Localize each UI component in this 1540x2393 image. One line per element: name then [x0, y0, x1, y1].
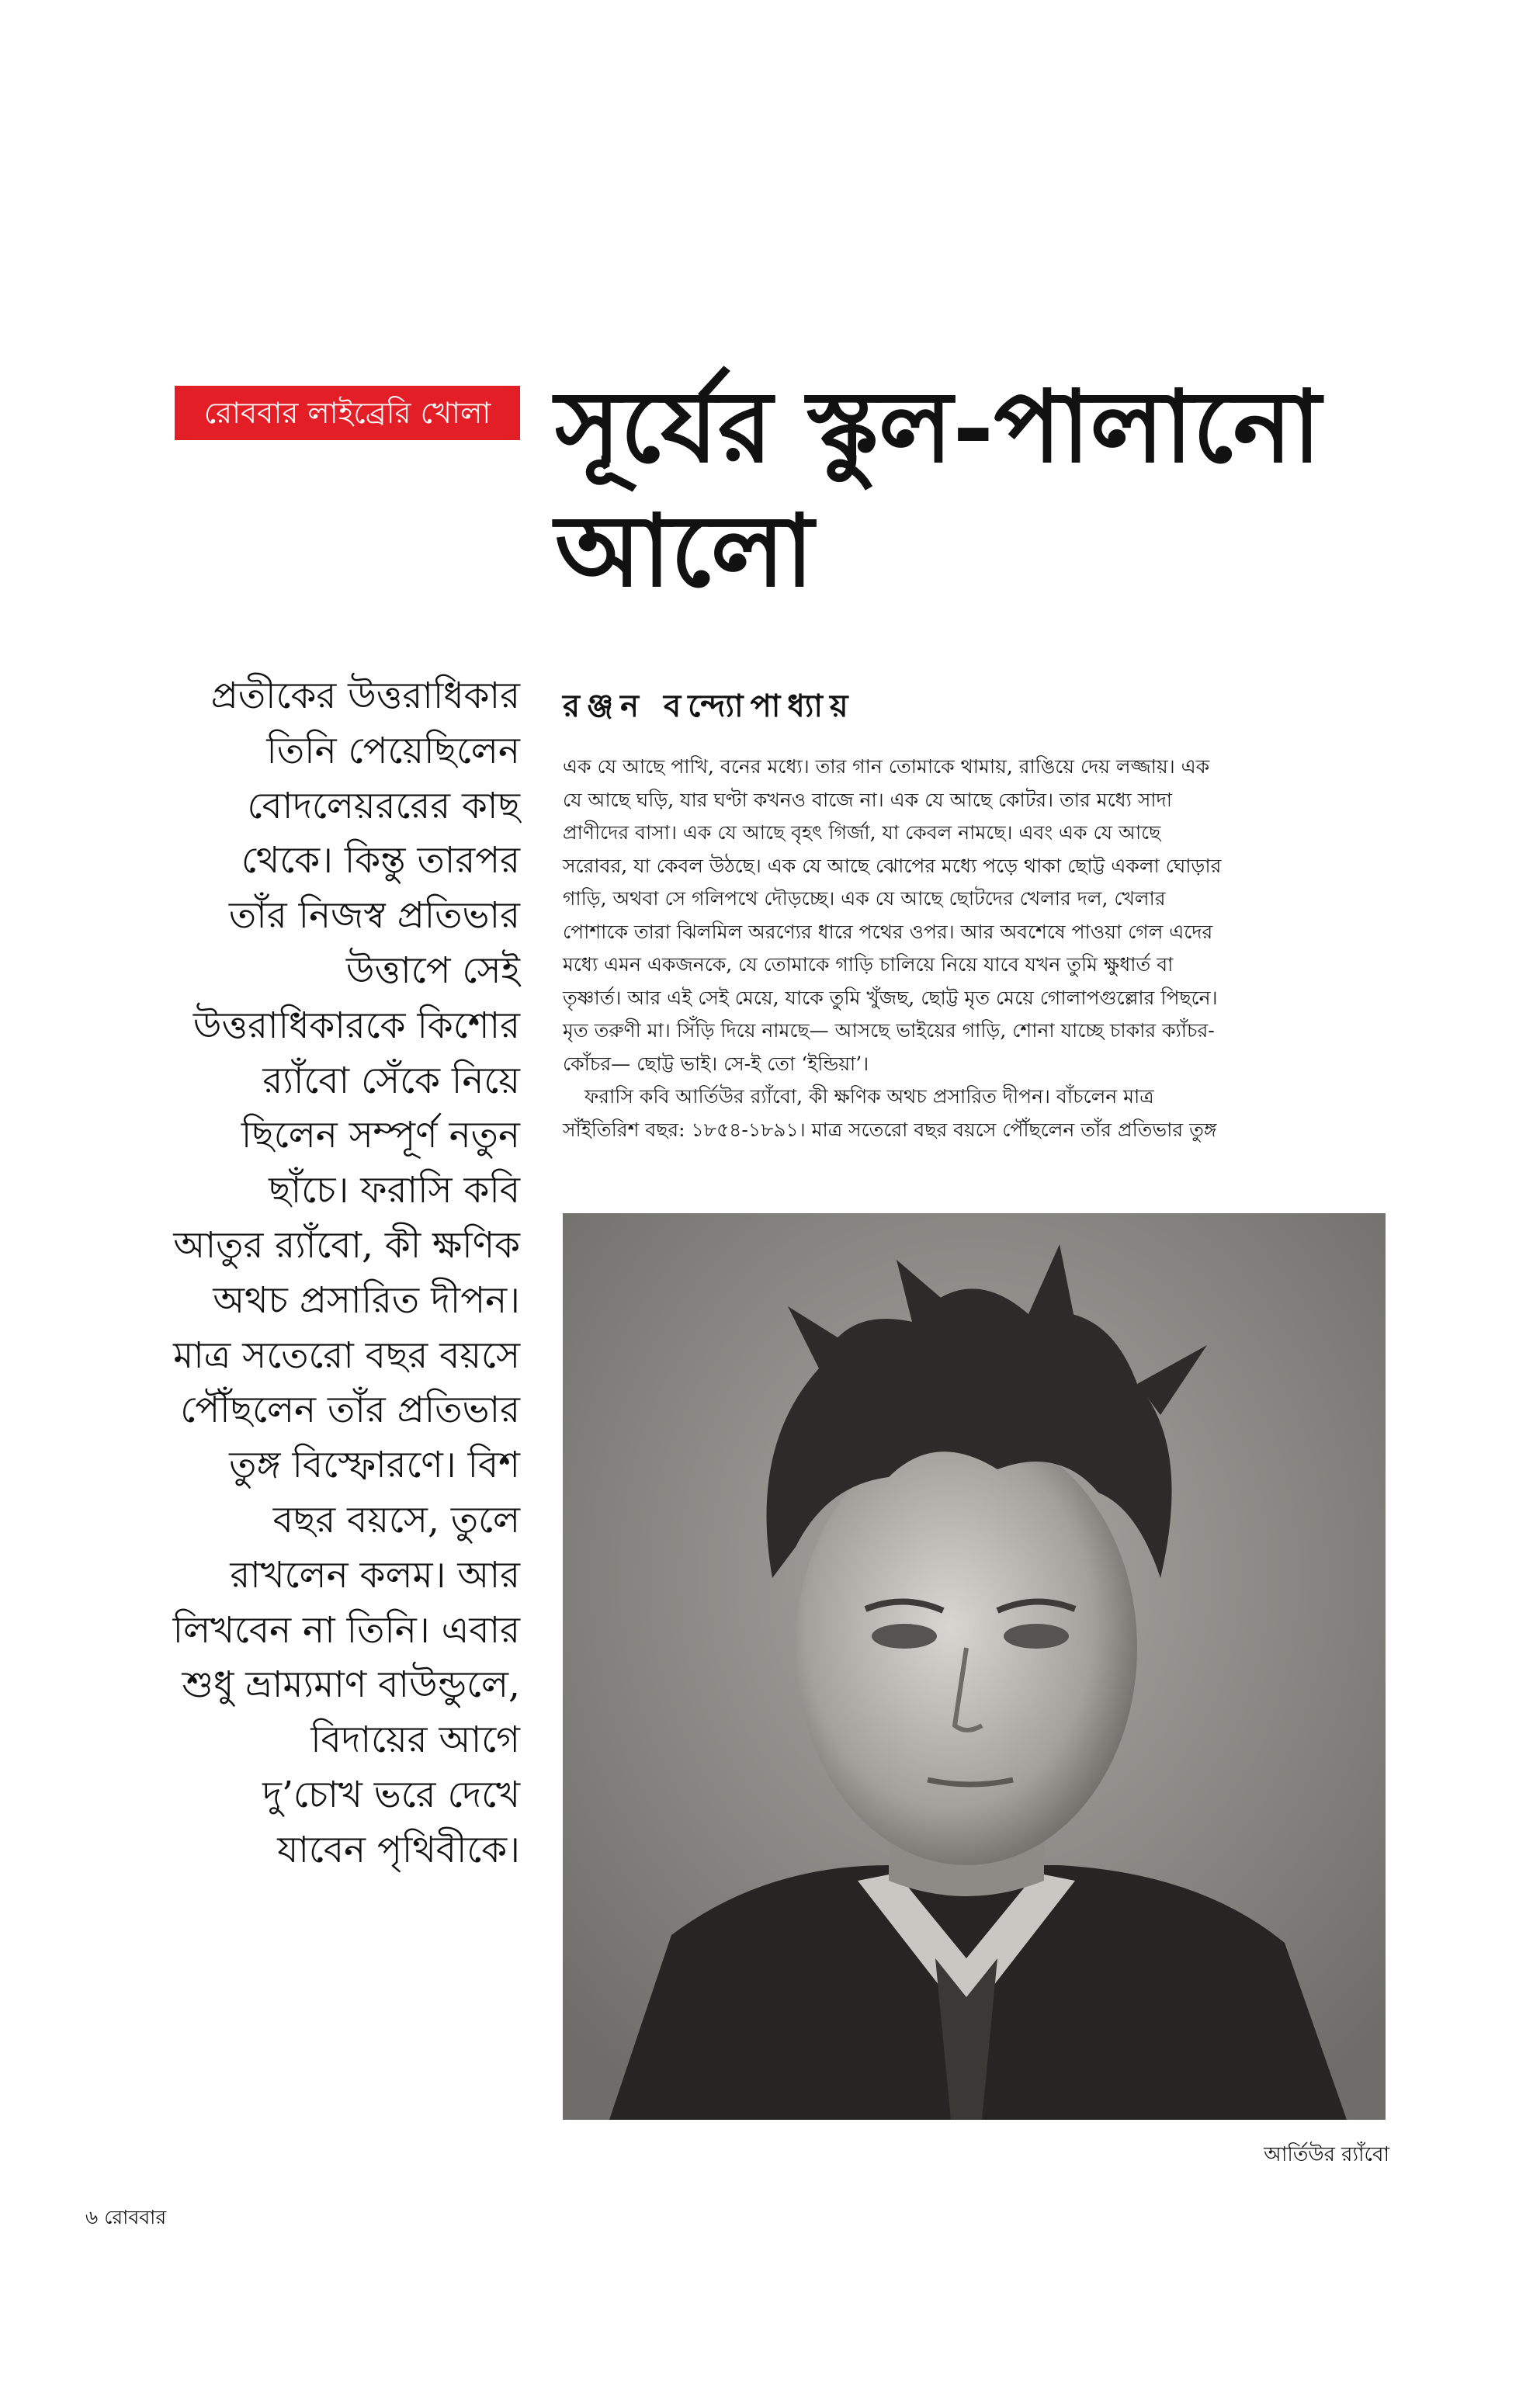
section-tag: রোববার লাইব্রেরি খোলা [175, 386, 520, 440]
pull-quote-line: উত্তরাধিকারকে কিশোর [192, 1004, 520, 1047]
body-line: মধ্যে এমন একজনকে, যে তোমাকে গাড়ি চালিয়ে নিয়ে যাবে যখন তুমি ক্ষুধার্ত বা [563, 953, 1174, 976]
pull-quote-line: ছিলেন সম্পূর্ণ নতুন [241, 1114, 520, 1157]
body-line: পোশাকে তারা ঝিলমিল অরণ্যের ধারে পথের ওপর। আর অবশেষে পাওয়া গেল এদের [563, 920, 1213, 943]
body-line: সাঁইতিরিশ বছর: ১৮৫৪-১৮৯১। মাত্র সতেরো বছর বয়সে পৌঁছলেন তাঁর প্রতিভার তুঙ্গ [563, 1118, 1217, 1141]
pull-quote-line: প্রতীকের উত্তরাধিকার [210, 675, 520, 717]
pull-quote-line: মাত্র সতেরো বছর বয়সে [173, 1333, 520, 1377]
body-line: কোঁচর— ছোট্ট ভাই। সে-ই তো ‘ইন্ডিয়া’। [563, 1052, 869, 1075]
photo-caption: আর্তিউর র‍্যাঁবো [1264, 2143, 1389, 2166]
pull-quote-line: যাবেন পৃথিবীকে। [277, 1828, 520, 1871]
pull-quote-line: থেকে। কিন্তু তারপর [241, 839, 520, 883]
body-line: সরোবর, যা কেবল উঠছে। এক যে আছে ঝোপের মধ্যে পড়ে থাকা ছোট্ট একলা ঘোড়ার [563, 854, 1222, 877]
pull-quote-line: রাখলেন কলম। আর [230, 1553, 520, 1597]
pull-quote-line: অথচ প্রসারিত দীপন। [213, 1278, 520, 1322]
headline [555, 365, 1471, 613]
pull-quote-line: আতুর র‍্যাঁবো, কী ক্ষণিক [173, 1223, 520, 1267]
pull-quote-line: শুধু ভ্রাম্যমাণ বাউন্ডুলে, [182, 1663, 520, 1707]
body-line: গাড়ি, অথবা সে গলিপথে দৌড়চ্ছে। এক যে আছে ছোটদের খেলার দল, খেলার [563, 887, 1166, 910]
portrait-illustration [563, 1213, 1386, 2120]
headline-line: আলো [555, 493, 814, 609]
pull-quote-line: তুঙ্গ বিস্ফোরণে। বিশ [229, 1444, 520, 1487]
body-line: যে আছে ঘড়ি, যার ঘণ্টা কখনও বাজে না। এক যে আছে কোটর। তার মধ্যে সাদা [563, 788, 1173, 811]
body-line: মৃত তরুণী মা। সিঁড়ি দিয়ে নামছে— আসছে ভাইয়ের গাড়ি, শোনা যাচ্ছে চাকার ক্যাঁচর- [563, 1019, 1215, 1042]
portrait-photo [563, 1213, 1386, 2120]
pull-quote-line: পৌঁছলেন তাঁর প্রতিভার [180, 1389, 520, 1432]
pull-quote-line: উত্তাপে সেই [345, 949, 520, 992]
pull-quote-line: তিনি পেয়েছিলেন [266, 729, 520, 772]
byline: রঞ্জন বন্দ্যোপাধ্যায় [563, 688, 855, 724]
body-line: তৃষ্ণার্ত। আর এই সেই মেয়ে, যাকে তুমি খুঁজছ, ছোট্ট মৃত মেয়ে গোলাপগুল্লোর পিছনে। [563, 986, 1218, 1009]
pull-quote [85, 669, 520, 1878]
article-body [563, 751, 1432, 1146]
pull-quote-line: তাঁর নিজস্ব প্রতিভার [228, 894, 520, 938]
body-line: এক যে আছে পাখি, বনের মধ্যে। তার গান তোমাকে থামায়, রাঙিয়ে দেয় লজ্জায়। এক [563, 755, 1210, 778]
headline-line: সূর্যের স্কুল-পালানো [555, 369, 1321, 485]
pull-quote-line: লিখবেন না তিনি। এবার [172, 1608, 520, 1652]
pull-quote-line: ছাঁচে। ফরাসি কবি [269, 1169, 520, 1212]
body-line: প্রাণীদের বাসা। এক যে আছে বৃহৎ গির্জা, যা কেবল নামছে। এবং এক যে আছে [563, 821, 1161, 844]
pull-quote-line: বিদায়ের আগে [310, 1718, 520, 1762]
page-folio: ৬ রোববার [85, 2206, 167, 2228]
pull-quote-line: দু’চোখ ভরে দেখে [262, 1773, 520, 1816]
pull-quote-line: বোদলেয়ররের কাছ [247, 784, 520, 827]
pull-quote-line: বছর বয়সে, তুলে [272, 1498, 520, 1542]
pull-quote-line: র‍্যাঁবো সেঁকে নিয়ে [262, 1059, 520, 1102]
body-line: ফরাসি কবি আর্তিউর র‍্যাঁবো, কী ক্ষণিক অথচ প্রসারিত দীপন। বাঁচলেন মাত্র [584, 1085, 1154, 1108]
